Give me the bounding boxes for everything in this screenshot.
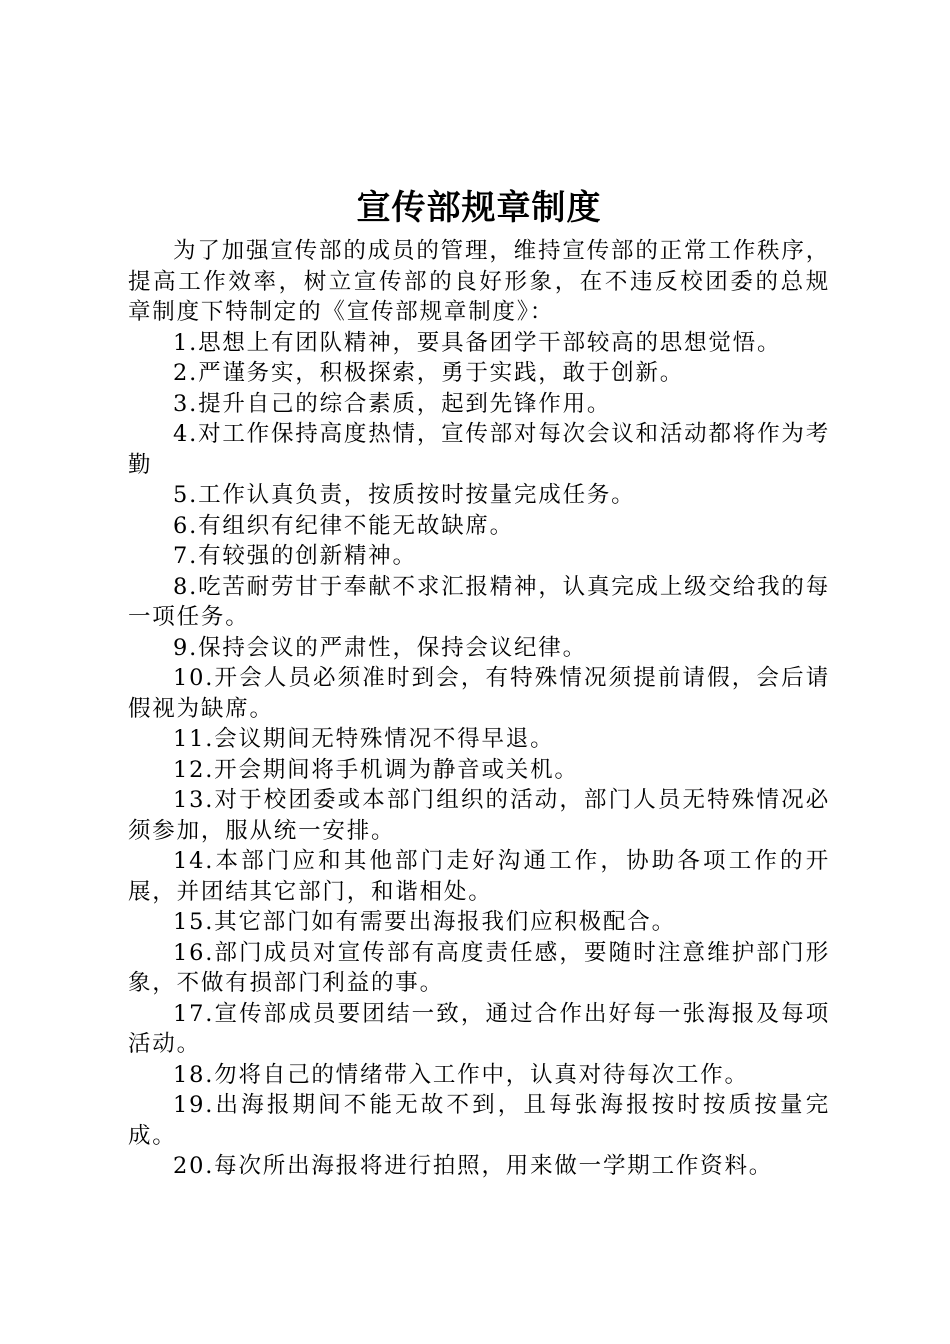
document-title: 宣传部规章制度 bbox=[356, 188, 602, 228]
rule-item-7: 7.有较强的创新精神。 bbox=[173, 543, 417, 569]
rule-item-10: 10.开会人员必须准时到会，有特殊情况须提前请假，会后请假视为缺席。 bbox=[128, 665, 830, 722]
rule-item-13: 13.对于校团委或本部门组织的活动，部门人员无特殊情况必须参加，服从统一安排。 bbox=[128, 787, 830, 844]
rule-item-20: 20.每次所出海报将进行拍照，用来做一学期工作资料。 bbox=[173, 1153, 774, 1179]
rule-item-6: 6.有组织有纪律不能无故缺席。 bbox=[173, 512, 514, 539]
rule-item-3: 3.提升自己的综合素质，起到先锋作用。 bbox=[173, 390, 612, 417]
rule-item-1: 1.思想上有团队精神，要具备团学干部较高的思想觉悟。 bbox=[173, 329, 782, 356]
rule-item-12: 12.开会期间将手机调为静音或关机。 bbox=[173, 756, 579, 783]
document-page bbox=[128, 180, 830, 1182]
rule-item-19: 19.出海报期间不能无故不到，且每张海报按时按质按量完成。 bbox=[128, 1092, 830, 1149]
rule-item-8: 8.吃苦耐劳甘于奉献不求汇报精神，认真完成上级交给我的每一项任务。 bbox=[128, 573, 830, 630]
rule-item-4: 4.对工作保持高度热情，宣传部对每次会议和活动都将作为考勤 bbox=[128, 421, 830, 478]
rule-item-9: 9.保持会议的严肃性，保持会议纪律。 bbox=[173, 634, 587, 661]
rule-item-16: 16.部门成员对宣传部有高度责任感，要随时注意维护部门形象，不做有损部门利益的事。 bbox=[128, 939, 830, 996]
intro-paragraph: 为了加强宣传部的成员的管理，维持宣传部的正常工作秩序，提高工作效率，树立宣传部的良好形象，在不违反校团委的总规章制度下特制定的《宣传部规章制度》： bbox=[128, 238, 830, 325]
rule-item-11: 11.会议期间无特殊情况不得早退。 bbox=[173, 726, 555, 752]
rule-item-14: 14.本部门应和其他部门走好沟通工作，协助各项工作的开展，并团结其它部门，和谐相处。 bbox=[128, 848, 830, 905]
rule-item-18: 18.勿将自己的情绪带入工作中，认真对待每次工作。 bbox=[173, 1061, 749, 1088]
rule-item-2: 2.严谨务实，积极探索，勇于实践，敢于创新。 bbox=[173, 360, 685, 386]
rule-item-17: 17.宣传部成员要团结一致，通过合作出好每一张海报及每项活动。 bbox=[128, 1000, 830, 1057]
rule-item-15: 15.其它部门如有需要出海报我们应积极配合。 bbox=[173, 909, 676, 935]
rule-item-5: 5.工作认真负责，按质按时按量完成任务。 bbox=[173, 482, 636, 508]
